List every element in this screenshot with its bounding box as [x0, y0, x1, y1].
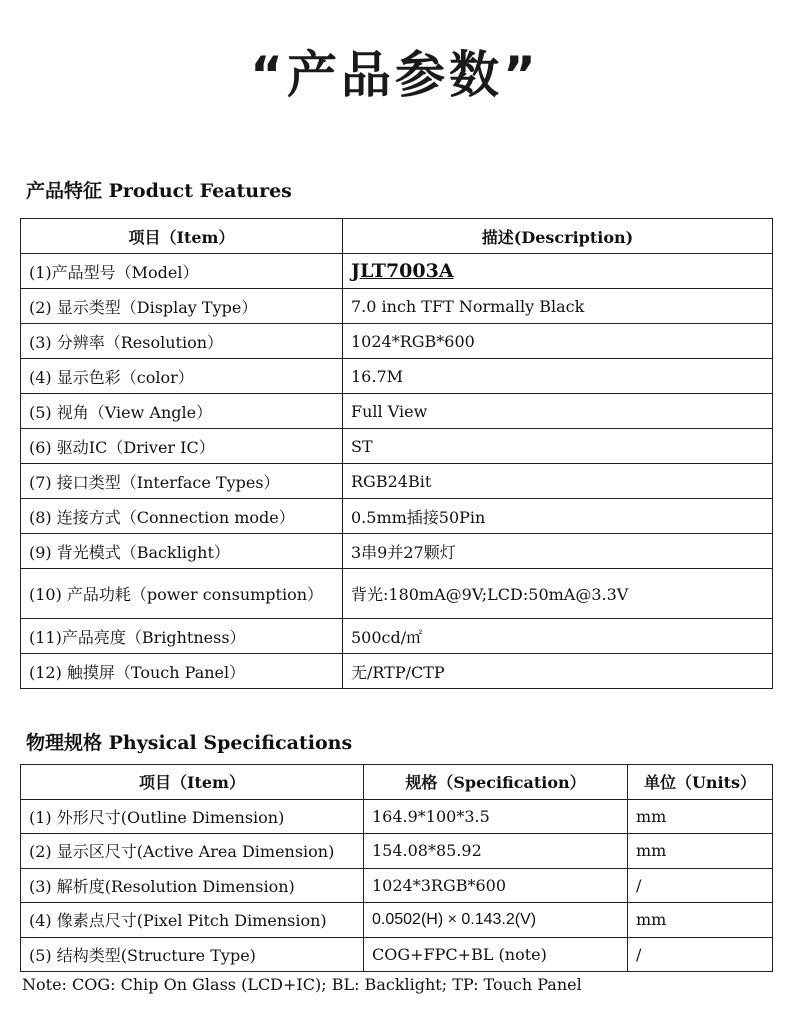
footnote: Note: COG: Chip On Glass (LCD+IC); BL: Backlight; TP: Touch Panel: [22, 975, 582, 994]
table-header-row: [21, 765, 773, 800]
row-description: 7.0 inch TFT Normally Black: [343, 289, 773, 324]
physical-specifications-table: [20, 764, 773, 972]
column-header-description: 描述(Description): [343, 219, 773, 254]
table-row: [21, 429, 773, 464]
table-row: [21, 289, 773, 324]
row-specification: COG+FPC+BL (note): [364, 937, 628, 972]
row-item: (7) 接口类型（Interface Types）: [21, 464, 343, 499]
row-description: [343, 254, 773, 289]
row-specification: 0.0502(H) × 0.143.2(V): [364, 903, 628, 938]
model-number: JLT7003A: [351, 260, 454, 282]
row-item: (4) 像素点尺寸(Pixel Pitch Dimension): [21, 903, 364, 938]
row-item: (1) 外形尺寸(Outline Dimension): [21, 799, 364, 834]
row-item: (9) 背光模式（Backlight）: [21, 534, 343, 569]
row-item: (11)产品亮度（Brightness）: [21, 619, 343, 654]
table-row: [21, 903, 773, 938]
row-item: (10) 产品功耗（power consumption）: [21, 569, 343, 619]
row-description: 1024*RGB*600: [343, 324, 773, 359]
table-row: [21, 359, 773, 394]
row-specification: 1024*3RGB*600: [364, 868, 628, 903]
row-unit: mm: [628, 799, 773, 834]
column-header-item: 项目（Item）: [21, 765, 364, 800]
product-features-table: [20, 218, 773, 689]
table-row: [21, 464, 773, 499]
row-description: 无/RTP/CTP: [343, 654, 773, 689]
column-header-specification: 规格（Specification）: [364, 765, 628, 800]
table-row: [21, 654, 773, 689]
table-header-row: [21, 219, 773, 254]
row-description: ST: [343, 429, 773, 464]
table-row: [21, 394, 773, 429]
table-row: [21, 534, 773, 569]
row-item: (2) 显示区尺寸(Active Area Dimension): [21, 834, 364, 869]
row-item: (4) 显示色彩（color）: [21, 359, 343, 394]
table-row: [21, 569, 773, 619]
row-description: 3串9并27颗灯: [343, 534, 773, 569]
table-row: [21, 619, 773, 654]
row-item: (2) 显示类型（Display Type）: [21, 289, 343, 324]
row-description: Full View: [343, 394, 773, 429]
row-item: (5) 结构类型(Structure Type): [21, 937, 364, 972]
physical-specifications-heading: 物理规格 Physical Specifications: [26, 732, 353, 754]
table-row: [21, 499, 773, 534]
row-specification: 164.9*100*3.5: [364, 799, 628, 834]
row-item: (8) 连接方式（Connection mode）: [21, 499, 343, 534]
table-row: [21, 834, 773, 869]
row-item: (6) 驱动IC（Driver IC）: [21, 429, 343, 464]
table-row: [21, 324, 773, 359]
row-unit: mm: [628, 903, 773, 938]
row-item: (12) 触摸屏（Touch Panel）: [21, 654, 343, 689]
row-unit: mm: [628, 834, 773, 869]
row-item: (3) 分辨率（Resolution）: [21, 324, 343, 359]
row-description: 背光:180mA@9V;LCD:50mA@3.3V: [343, 569, 773, 619]
row-item: (5) 视角（View Angle）: [21, 394, 343, 429]
row-description: 16.7M: [343, 359, 773, 394]
column-header-item: 项目（Item）: [21, 219, 343, 254]
page-title: “产品参数”: [250, 46, 540, 104]
row-item: (1)产品型号（Model）: [21, 254, 343, 289]
table-row: [21, 799, 773, 834]
row-unit: /: [628, 937, 773, 972]
row-description: RGB24Bit: [343, 464, 773, 499]
table-row: [21, 868, 773, 903]
table-row: [21, 254, 773, 289]
product-features-heading: 产品特征 Product Features: [26, 180, 292, 202]
row-description: 0.5mm插接50Pin: [343, 499, 773, 534]
row-description: 500cd/㎡: [343, 619, 773, 654]
column-header-units: 单位（Units）: [628, 765, 773, 800]
row-unit: /: [628, 868, 773, 903]
row-specification: 154.08*85.92: [364, 834, 628, 869]
table-row: [21, 937, 773, 972]
row-item: (3) 解析度(Resolution Dimension): [21, 868, 364, 903]
